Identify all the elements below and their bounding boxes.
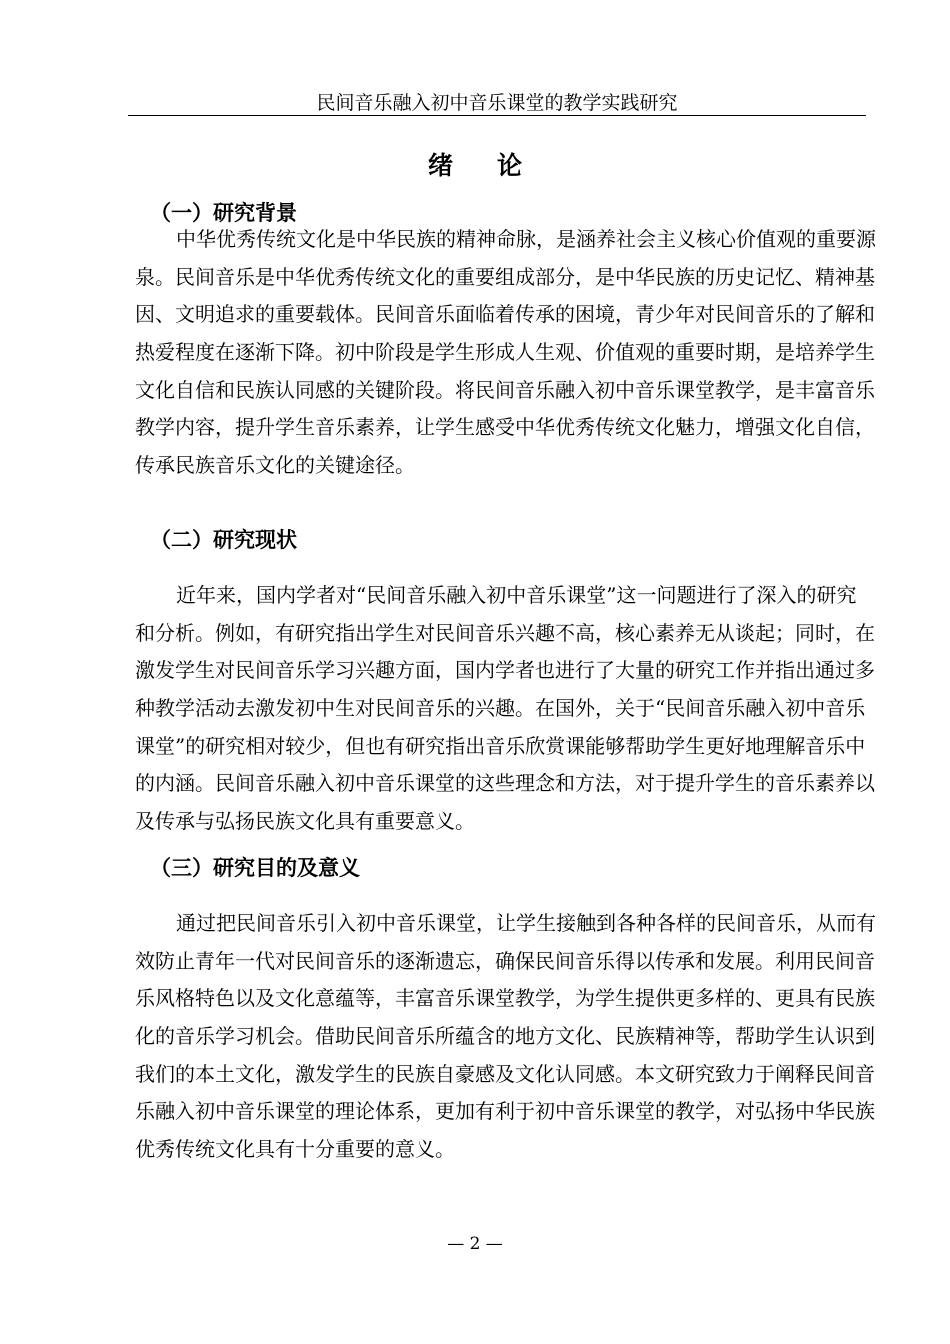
paragraph-line: 激发学生对民间音乐学习兴趣方面，国内学者也进行了大量的研究工作并指出通过多 <box>135 658 875 683</box>
paragraph-line: 热爱程度在逐渐下降。初中阶段是学生形成人生观、价值观的重要时期，是培养学生 <box>135 340 875 365</box>
paragraph-line: 因、文明追求的重要载体。民间音乐面临着传承的困境，青少年对民间音乐的了解和 <box>135 302 875 327</box>
section-heading-purpose: （三）研究目的及意义 <box>150 856 360 880</box>
paragraph-line: 和分析。例如，有研究指出学生对民间音乐兴趣不高，核心素养无从谈起；同时，在 <box>135 620 875 645</box>
paragraph-line: 及传承与弘扬民族文化具有重要意义。 <box>135 809 475 834</box>
page-number: — 2 — <box>447 1234 503 1254</box>
paragraph-line: 课堂”的研究相对较少，但也有研究指出音乐欣赏课能够帮助学生更好地理解音乐中 <box>135 733 866 758</box>
paragraph-line: 泉。民间音乐是中华优秀传统文化的重要组成部分，是中华民族的历史记忆、精神基 <box>135 264 875 289</box>
section-heading-background: （一）研究背景 <box>150 201 297 225</box>
paragraph-line: 化的音乐学习机会。借助民间音乐所蕴含的地方文化、民族精神等，帮助学生认识到 <box>135 1024 875 1049</box>
section-paragraph-status <box>135 577 875 841</box>
paragraph-line: 乐风格特色以及文化意蕴等，丰富音乐课堂教学，为学生提供更多样的、更具有民族 <box>135 986 875 1011</box>
paragraph-line: 文化自信和民族认同感的关键阶段。将民间音乐融入初中音乐课堂教学，是丰富音乐 <box>135 377 875 402</box>
running-header-title: 民间音乐融入初中音乐课堂的教学实践研究 <box>316 92 678 114</box>
paragraph-line: 效防止青年一代对民间音乐的逐渐遗忘，确保民间音乐得以传承和发展。利用民间音 <box>135 948 875 973</box>
chapter-title <box>0 146 950 182</box>
paragraph-line: 教学内容，提升学生音乐素养，让学生感受中华优秀传统文化魅力，增强文化自信， <box>135 415 875 440</box>
paragraph-line: 通过把民间音乐引入初中音乐课堂，让学生接触到各种各样的民间音乐，从而有 <box>176 911 876 935</box>
header-rule <box>128 115 866 116</box>
paragraph-line: 我们的本土文化，激发学生的民族自豪感及文化认同感。本文研究致力于阐释民间音 <box>135 1061 875 1086</box>
paragraph-line: 的内涵。民间音乐融入初中音乐课堂的这些理念和方法，对于提升学生的音乐素养以 <box>135 771 875 796</box>
paragraph-line: 传承民族音乐文化的关键途径。 <box>135 453 415 478</box>
paragraph-line: 优秀传统文化具有十分重要的意义。 <box>135 1137 455 1162</box>
chapter-title-char: 绪 <box>427 151 453 180</box>
section-paragraph-background <box>135 221 876 485</box>
section-paragraph-purpose <box>135 905 876 1169</box>
paragraph-line: 种教学活动去激发初中生对民间音乐的兴趣。在国外，关于“民间音乐融入初中音乐 <box>135 696 866 721</box>
paragraph-line: 近年来，国内学者对“民间音乐融入初中音乐课堂”这一问题进行了深入的研究 <box>176 583 857 607</box>
section-heading-status: （二）研究现状 <box>150 528 297 552</box>
chapter-title-char: 论 <box>497 151 523 180</box>
paragraph-line: 乐融入初中音乐课堂的理论体系，更加有利于初中音乐课堂的教学，对弘扬中华民族 <box>135 1099 875 1124</box>
paragraph-line: 中华优秀传统文化是中华民族的精神命脉，是涵养社会主义核心价值观的重要源 <box>176 227 876 251</box>
